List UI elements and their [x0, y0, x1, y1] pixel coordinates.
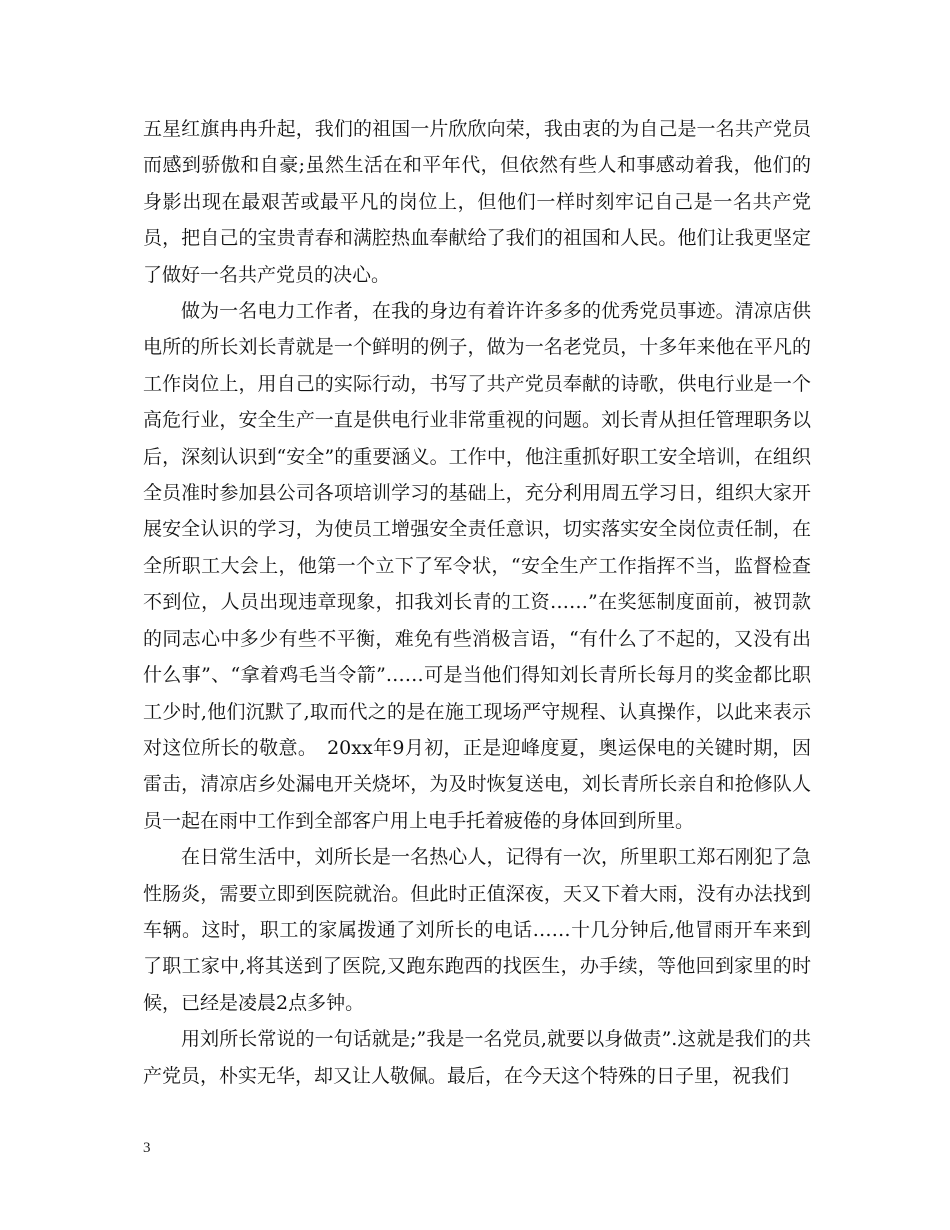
paragraph-4: 用刘所长常说的一句话就是;”我是一名党员,就要以身做责”.这就是我们的共产党员，朴实无华，却又让人敬佩。最后，在今天这个特殊的日子里，祝我们: [143, 1028, 811, 1087]
page-number: 3: [143, 1140, 151, 1156]
paragraph-1: 五星红旗冉冉升起，我们的祖国一片欣欣向荣，我由衷的为自己是一名共产党员而感到骄傲和自豪;虽然生活在和平年代，但依然有些人和事感动着我，他们的身影出现在最艰苦或最平凡的岗位上，但他们一样时刻牢记自己是一名共产党员，把自己的宝贵青春和满腔热血奉献给了我们的祖国和人民。他们让我更坚定了做好一名共产党员的决心。: [143, 118, 811, 286]
document-body: [143, 111, 811, 1094]
paragraph-2: 做为一名电力工作者，在我的身边有着许许多多的优秀党员事迹。清凉店供电所的所长刘长青就是一个鲜明的例子，做为一名老党员，十多年来他在平凡的工作岗位上，用自己的实际行动，书写了共产党员奉献的诗歌，供电行业是一个高危行业，安全生产一直是供电行业非常重视的问题。刘长青从担任管理职务以后，深刻认识到“安全”的重要涵义。工作中，他注重抓好职工安全培训，在组织全员准时参加县公司各项培训学习的基础上，充分利用周五学习日，组织大家开展安全认识的学习，为使员工增强安全责任意识，切实落实安全岗位责任制，在全所职工大会上，他第一个立下了军令状，“安全生产工作指挥不当，监督检查不到位，人员出现违章现象，扣我刘长青的工资……”在奖惩制度面前，被罚款的同志心中多少有些不平衡，难免有些消极言语，“有什么了不起的，又没有出什么事”、“拿着鸡毛当令箭”……可是当他们得知刘长青所长每月的奖金都比职工少时,他们沉默了,取而代之的是在施工现场严守规程、认真操作，以此来表示对这位所长的敬意。 20xx年9月初，正是迎峰度夏，奥运保电的关键时期，因雷击，清凉店乡处漏电开关烧坏，为及时恢复送电，刘长青所长亲自和抢修队人员一起在雨中工作到全部客户用上电手托着疲倦的身体回到所里。: [143, 300, 811, 832]
paragraph-3: 在日常生活中，刘所长是一名热心人，记得有一次，所里职工郑石刚犯了急性肠炎，需要立即到医院就治。但此时正值深夜，天又下着大雨，没有办法找到车辆。这时，职工的家属拨通了刘所长的电话……十几分钟后,他冒雨开车来到了职工家中,将其送到了医院,又跑东跑西的找医生，办手续，等他回到家里的时候，已经是凌晨2点多钟。: [143, 846, 811, 1014]
